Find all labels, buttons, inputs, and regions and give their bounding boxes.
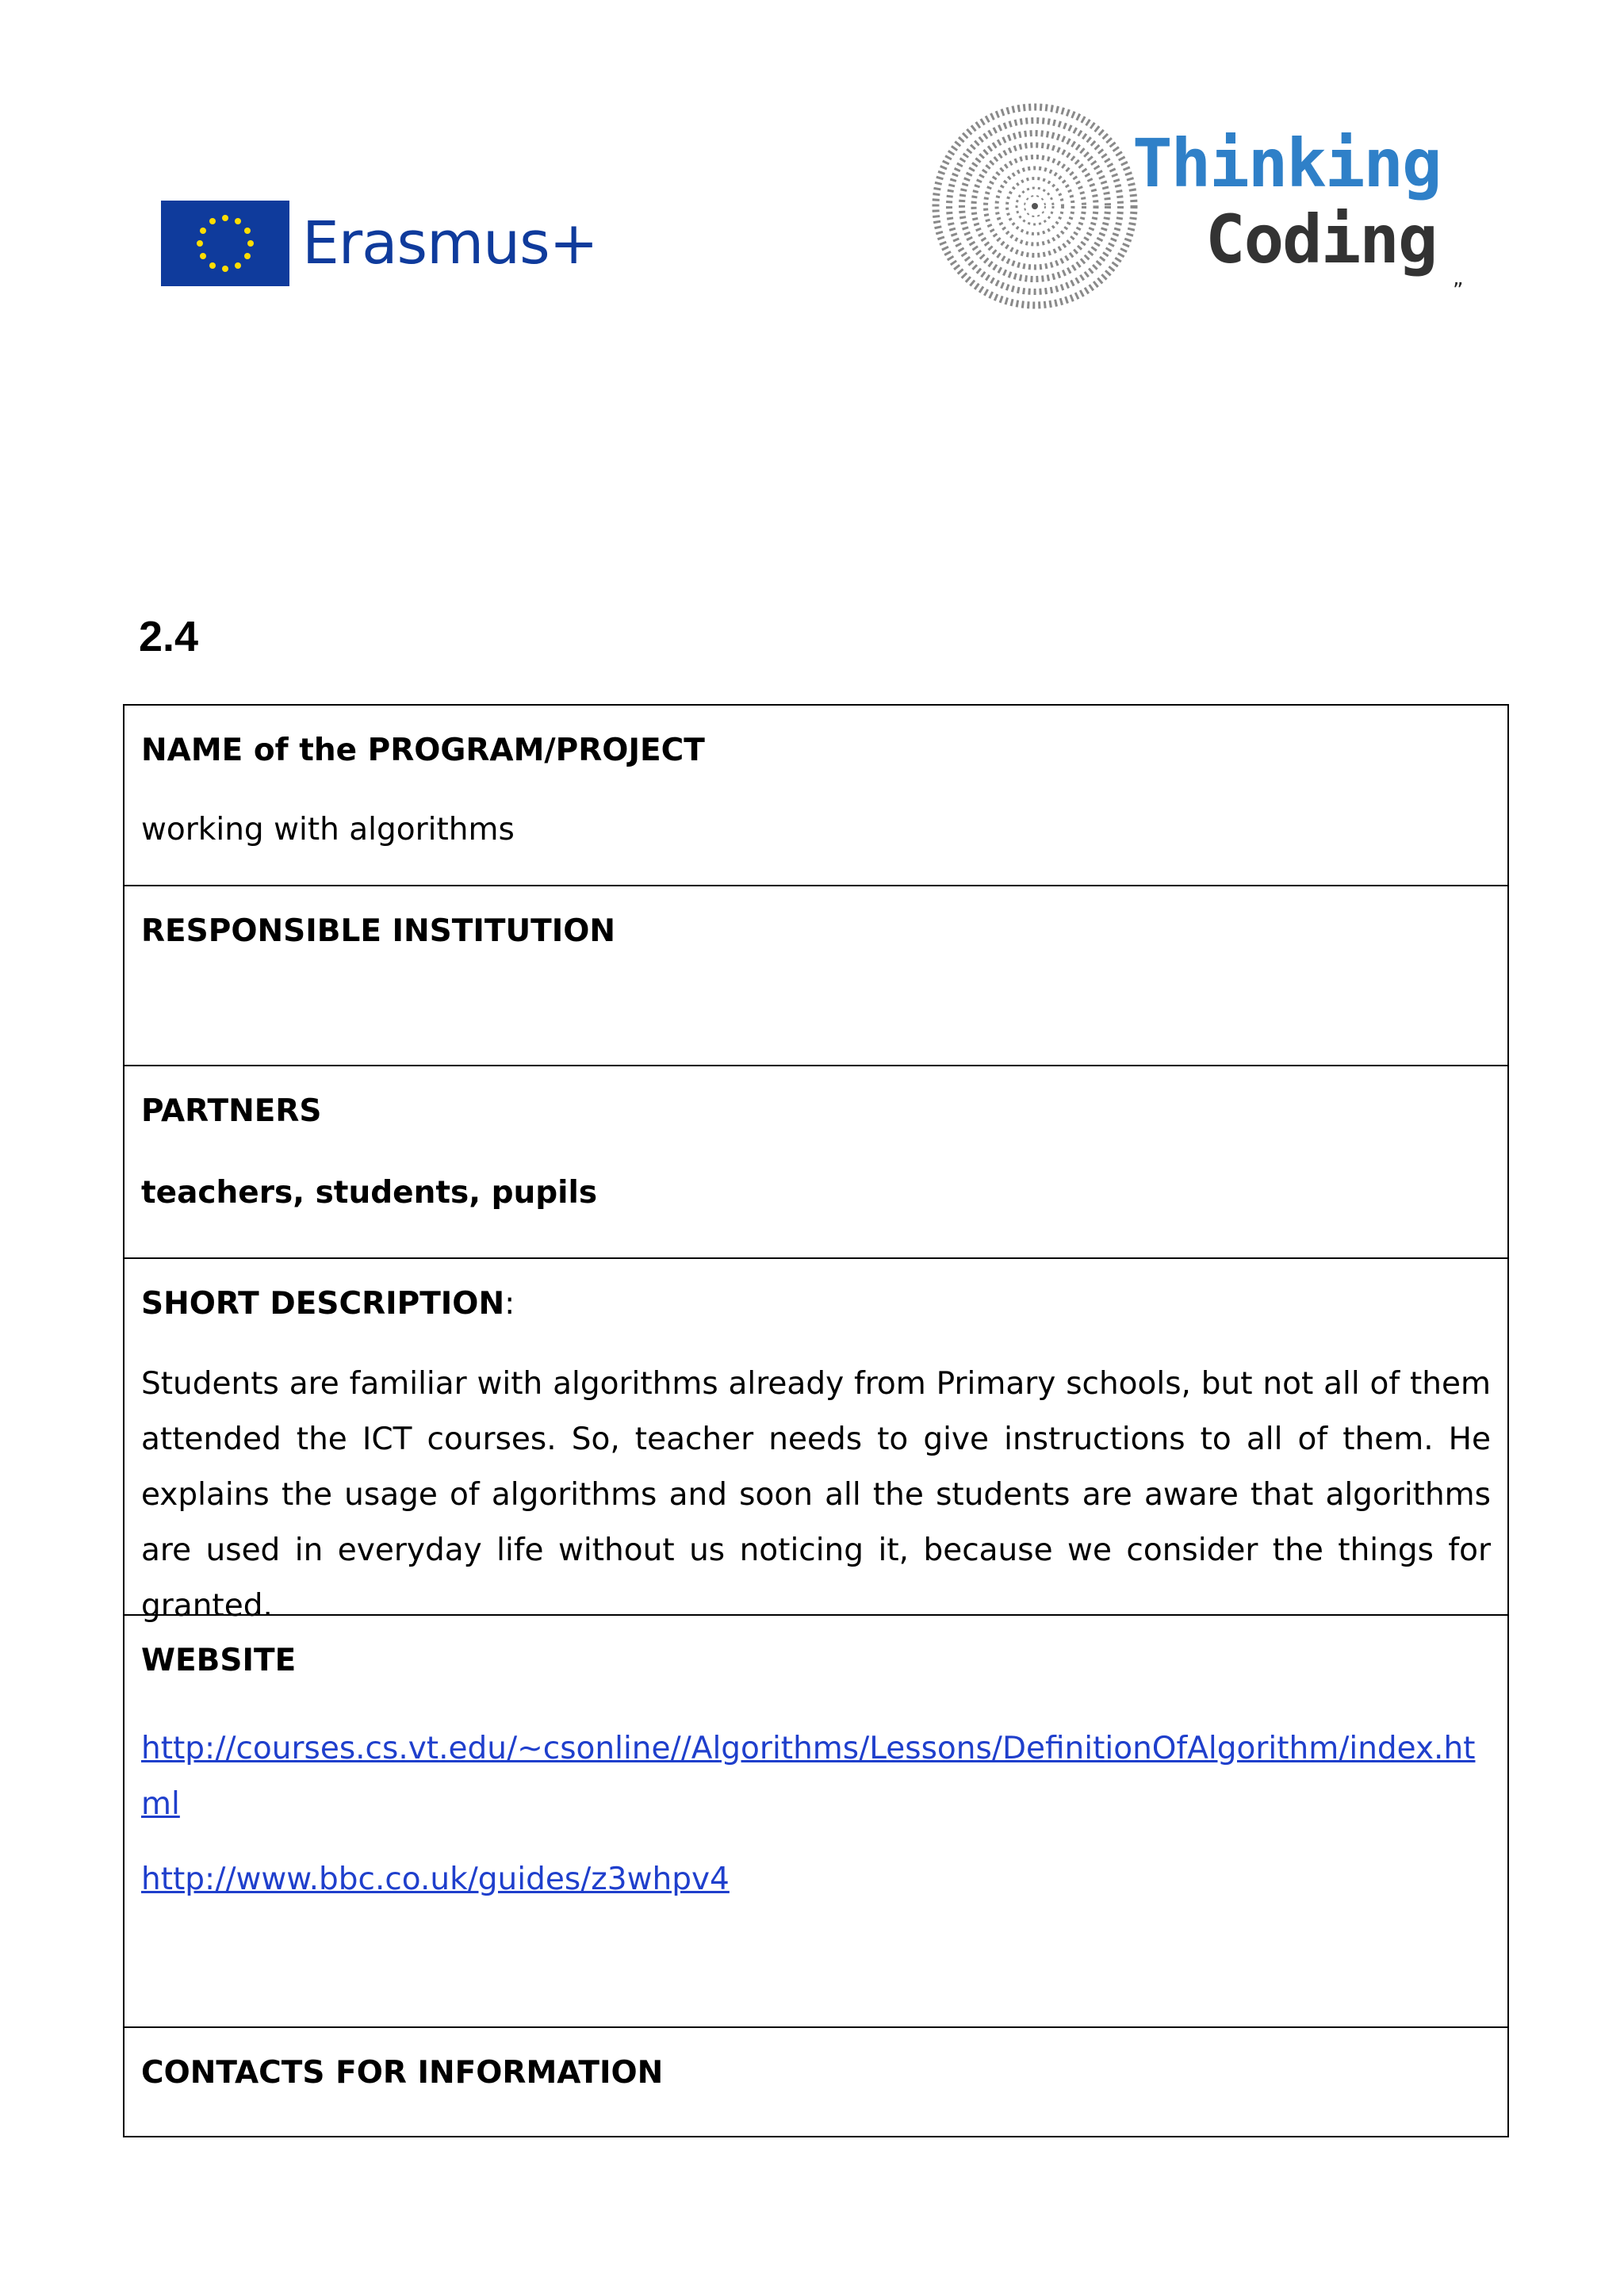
erasmus-logo	[161, 198, 598, 289]
description-label: SHORT DESCRIPTION	[141, 1286, 505, 1322]
row-description	[124, 1257, 1507, 1624]
institution-label: RESPONSIBLE INSTITUTION	[141, 913, 616, 949]
contacts-label: CONTACTS FOR INFORMATION	[141, 2055, 664, 2091]
partners-value: teachers, students, pupils	[141, 1175, 598, 1211]
description-text: Students are familiar with algorithms already from Primary schools, but not all of them attended the ICT courses. So, teacher needs to give instructions to all of them. He explains the usage of algorithms and soon all the students are aware that algorithms are used in everyday life without us noticing it, because we consider the things for granted.	[141, 1366, 1491, 1624]
thinking-coding-logo	[928, 99, 1441, 313]
name-value: working with algorithms	[141, 812, 515, 848]
row-contacts	[124, 2026, 1507, 2136]
website-link-2[interactable]: http://www.bbc.co.uk/guides/z3whpv4	[141, 1862, 730, 1897]
binary-spiral-icon	[928, 99, 1142, 313]
description-colon: :	[504, 1286, 515, 1322]
website-link-1[interactable]: http://courses.cs.vt.edu/~csonline//Algorithms/Lessons/DefinitionOfAlgorithm/index.html	[141, 1731, 1476, 1822]
project-info-table	[123, 704, 1509, 2137]
row-institution	[124, 885, 1507, 1065]
thinking-wordmark: Thinking	[1132, 124, 1441, 202]
eu-flag-icon	[161, 201, 289, 286]
description-heading	[141, 1259, 1491, 1323]
row-partners	[124, 1065, 1507, 1257]
quote-mark: ”	[1453, 279, 1464, 303]
erasmus-wordmark: Erasmus+	[302, 209, 598, 277]
coding-wordmark: Coding	[1205, 201, 1437, 278]
name-label: NAME of the PROGRAM/PROJECT	[141, 733, 705, 768]
partners-label: PARTNERS	[141, 1093, 322, 1129]
row-website	[124, 1614, 1507, 2026]
section-number: 2.4	[139, 613, 199, 660]
website-label: WEBSITE	[141, 1643, 297, 1678]
row-name	[124, 706, 1507, 885]
